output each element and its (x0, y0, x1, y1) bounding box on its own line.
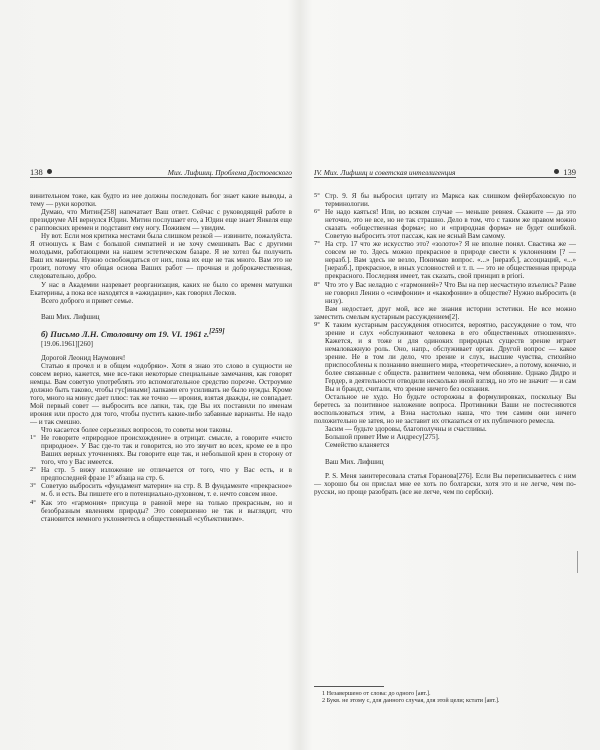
numbered-note (30, 466, 292, 482)
numbered-note (30, 434, 292, 466)
section-title-note: [259] (209, 326, 225, 335)
numbered-note (314, 240, 576, 280)
right-page-number: 139 (563, 167, 576, 177)
numbered-note (314, 208, 576, 240)
paragraph: Семейство кланяется (325, 441, 390, 450)
note-number: 5° (314, 192, 320, 199)
note-number: 1° (30, 434, 36, 442)
left-notes (30, 434, 292, 523)
postscript: P. S. Меня заинтересовала статья Горанова[276]. Если Вы переписываетесь с ним — хорошо бы он прислал мне ее хоть по болгарски, хотя это и не легче, чем по-русски, но проще разобрать (все же легче, чем по сербски). (314, 471, 576, 496)
paragraph: Ну вот. Если моя критика местами была слишком резкой — извините, пожалуйста. Я отношусь к Вам с большой симпатией и не хочу смешивать Вас с другими молодыми, работающими на нашем эстетическом базаре. Я не хотел бы получить Ваш их манеры. Нужно освобождаться от них, пока их еще не так много. Вам это не грозит, потому что общая основа Ваших работ — прочная и доброкачественная, следовательно, добро. (30, 232, 292, 281)
note-text: Стр. 9. Я бы выбросил цитату из Маркса как слишком фейербаховскую по терминологии. (325, 192, 576, 209)
note-number: 7° (314, 240, 320, 248)
note-text: Как это «гармония» присуща в равной мере на только прекрасным, но и безобразным явлениям природы? Это совершенно не так и выглядит, что становится немного уклоняетесь в общественный «субъективизм». (41, 498, 292, 523)
left-running-title: Мих. Лифшиц. Проблема Достоевского (167, 168, 292, 177)
paragraph: Статью я прочел и в общем «одобряю». Хотя я знаю это слово в сущности не совсем верно, кажется, мне все-таки некоторые специальные замечания, как говорят немцы. Вам советую употреблять это вспомогательное средство порезче. Остроумие должно быть таково, чтобы гус[иными] лапками его усиливать не было нужды. Кроме того, много на минус дает плюс: так же точно — ирония, взятая дважды, не совпадает. Мой первый совет — выбросить все лапки, так, где Вы их поставили по именам ирония или просто для того, чтобы пустить какие-либо забавные варианты. Не надо — и так смешно. (30, 361, 292, 427)
paragraph: У нас в Академии назревает реорганизация, каких не было со времен матушки Екатерины, а пока все находятся в «ажидации», как говорил Лесков. (30, 280, 292, 297)
left-page (30, 168, 292, 740)
paragraph: Остальное не худо. Но будьте осторожны в формулировках, поскольку Вы беретесь за позитивное наложение вопроса. Противники Ваши не постесняются воспользоваться этим, а Вэна настолько наша, что тем самим они ничего положительно не затея, но не заставит их отказаться от их публичного ремесла. (314, 393, 576, 426)
right-page (314, 168, 576, 740)
right-notes (314, 192, 576, 450)
margin-pencil-mark (577, 551, 578, 573)
numbered-note (30, 482, 292, 498)
note-number: 9° (314, 320, 320, 328)
numbered-note (314, 281, 576, 305)
footnote: 1 Незавершено от слова: до одного [авт.]. (322, 690, 431, 697)
numbered-note (314, 321, 576, 393)
footnotes (314, 686, 576, 704)
note-text: Советую выбросить «фундамент материи» на стр. 8. В фундаменте «прекрасное» м. б. и есть. Вы пишете его в потенциально-духовном, т. е. нечто совсем иное. (41, 482, 292, 499)
note-text: Не говорите «природное происхождение» в отрицат. смысле, а говорите «чисто природное». У Вас где-то так и говорится, но это звучит во всех, кроме ее в про Ваших верных уточнениях. Вы говорите еще так, и небольшой крен в сторону от того, что у Вас имеется. (41, 434, 292, 467)
numbered-note (30, 499, 292, 523)
paragraph: Вам недостает, друг мой, все же знания истории эстетики. Не все можно заместить смелым кустарным рассуждением[2]. (314, 304, 576, 321)
note-number: 4° (30, 498, 36, 506)
left-signature: Ваш Мих. Лифшиц (41, 312, 100, 321)
right-running-title: IV. Мих. Лифшиц и советская интеллигенция (314, 168, 456, 177)
paragraph: Дорогой Леонид Наумович! (41, 353, 126, 362)
left-mid-text (30, 354, 292, 434)
left-page-number: 138 (30, 167, 43, 177)
note-number: 2° (30, 466, 36, 474)
paragraph: Всего доброго и привет семье. (41, 296, 134, 305)
left-top-text (30, 192, 292, 305)
paragraph: Большой привет Име и Андресу[275]. (325, 433, 440, 442)
note-text: На стр. 17 что же искусство это? «золото»? Я не вполне понял. Свастика же — совсем не то. Здесь можно прекрасное в природе свести к уклонениям [? — неразб.]. Вам здесь не везло, Понимаю вопрос. «...» [неразб.], ассоциаций, «...» [неразб.], прекрасное, в иных условностей и т. п. — это не общественная природа прекрасного. Последняя имеет, так сказать, свой принцип в priori. (325, 240, 576, 281)
note-number: 8° (314, 280, 320, 288)
right-signature: Ваш Мих. Лифшиц (325, 457, 384, 466)
paragraph: винительном тоже, как будто из нее должны последовать бог знает какие выводы, а тему — руки коротки. (30, 192, 292, 209)
letter-date: [19.06.1961][260] (41, 339, 94, 348)
footnote: 2 Букв. не этому с, для данного случая, для этой цели; кстати [авт.]. (322, 697, 500, 704)
paragraph: Думаю, что Митин[258] напечатает Ваш ответ. Сейчас с руководящей работе в президиуме АН вернулся Юдин. Митин послушает его, а Юдин еще знает Янкеля еще с рапповских времен и подставит ему ногу. Поживем — увидим. (30, 208, 292, 233)
note-text: На стр. 5 вижу изложение не отличается от того, что у Вас есть, и в предпоследней фразе 1° абзаца на стр. 6. (41, 466, 292, 483)
note-text: Не надо каяться! Или, во всяком случае — меньше ревнея. Скажите — да это неточно, это не все, но не так страшно. Дело в том, что с таким же правом можно сказать «общественная форма»; но и «природная форма» не будет ошибкой. Советую выбросить этот пассаж, как не ясный Вам самому. (325, 208, 576, 241)
footnote-rule (314, 686, 384, 687)
note-number: 3° (30, 482, 36, 490)
note-text: Что это у Вас неладно с «гармонией»? Что Вы на пер несчастную взъелись? Разве не говорил Ленин о «симфонии» и «какофонии» в обществе? Нужно выбросить (в низу). (325, 280, 576, 305)
note-text: К таким кустарным рассуждения относится, вероятно, рассуждение о том, что зрение и слух «обслуживают человека в его общественных отношениях». Кажется, и я тоже и для одиноких природных существ зрение играет немаловажную роль. Оно, напр., обслуживает орган. Другой вопрос — какое зрение. Не в том ли дело, что зрение и слух, высшие чувства, стихийно приспособлены к познанию внешнего мира, «теоретические», а потому, конечно, и более связанные с обществ. развитием человека, чем обоняние. Однако Дидро и Гердер, в деятельности отводили несколько иной взгляд, но это не значит — и сам Вы и брандт, считали, что зрение ничего без осязания. (325, 320, 576, 394)
section-title-text: б) Письмо Л.Н. Столовичу от 19. VI. 1961 г. (41, 328, 210, 339)
footnote-list (314, 690, 576, 704)
paragraph: Засим — будьте здоровы, благополучны и счастливы. (325, 425, 487, 434)
note-number: 6° (314, 208, 320, 216)
section-title (41, 327, 292, 338)
numbered-note (314, 192, 576, 208)
paragraph: Что касается более серьезных вопросов, то советы мои таковы. (41, 426, 233, 435)
